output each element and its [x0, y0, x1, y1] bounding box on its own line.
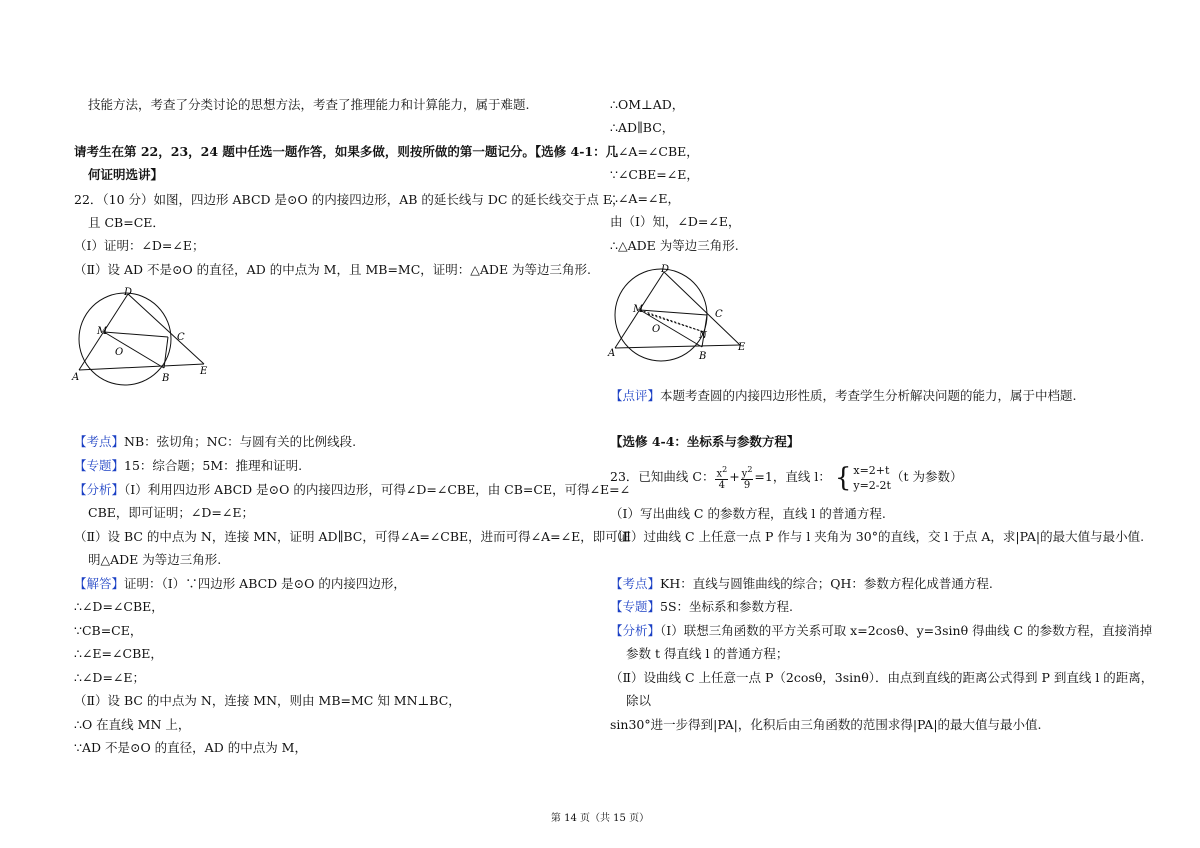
text-line: ∵CB=CE，	[74, 623, 143, 638]
geometry-figure-2	[604, 260, 764, 366]
question-23-part1: （Ⅰ）写出曲线 C 的参数方程，直线 l 的普通方程.	[610, 506, 886, 521]
text-line: 技能方法，考查了分类讨论的思想方法，考查了推理能力和计算能力，属于难题.	[88, 97, 530, 112]
fenxi-text: （Ⅰ）联想三角函数的平方关系可取 x=2cosθ、y=3sinθ 得曲线 C 的参数方程，直接消掉	[660, 623, 1153, 638]
fenxi-text: （Ⅰ）利用四边形 ABCD 是⊙O 的内接四边形，可得∠D=∠CBE，由 CB=CE，可得∠E=∠	[124, 482, 631, 497]
kaodian-tag: 【考点】	[74, 434, 125, 449]
dianping-line	[610, 387, 1077, 405]
section-instruction-cont: 何证明选讲】	[88, 167, 164, 182]
label-d: D	[124, 287, 133, 298]
page-footer: 第 14 页（共 15 页）	[550, 813, 650, 824]
kaodian-tag: 【考点】	[610, 576, 661, 591]
q23-eq: =1，直线 l：	[754, 469, 831, 484]
fraction-x2-over-4: $\frac{x^2}{4}$	[716, 464, 728, 492]
section-44-title: 【选修 4-4：坐标系与参数方程】	[610, 434, 800, 449]
kaodian-text: NB：弦切角；NC：与圆有关的比例线段.	[124, 434, 357, 449]
text-line: （Ⅱ）设曲线 C 上任意一点 P（2cosθ，3sinθ）．由点到直线的距离公式得到 P 到直线 l 的距离，	[610, 670, 1154, 685]
label-e: E	[738, 342, 746, 353]
text-line: CBE，即可证明；∠D=∠E；	[88, 505, 254, 520]
dianping-tag: 【点评】	[610, 388, 661, 403]
label-c: C	[177, 332, 185, 343]
text-line: （Ⅱ）设 BC 的中点为 N，连接 MN，证明 AD∥BC，可得∠A=∠CBE，进而可得∠A=∠E，即可证	[74, 529, 631, 544]
zhuanti-text: 15：综合题；5M：推理和证明.	[124, 458, 303, 473]
text-line: ∵∠CBE=∠E，	[610, 167, 699, 182]
text-line: ∴∠A=∠CBE，	[610, 144, 699, 159]
text-line: ∴∠A=∠E，	[610, 191, 681, 206]
question-22-part1: （Ⅰ）证明：∠D=∠E；	[74, 238, 205, 253]
kaodian-text: KH：直线与圆锥曲线的综合；QH：参数方程化成普通方程.	[660, 576, 993, 591]
label-d: D	[661, 264, 670, 275]
zhuanti-line-2	[610, 598, 793, 616]
zhuanti-line	[74, 457, 302, 475]
text-line: ∴∠D=∠E；	[74, 670, 146, 685]
geometry-figure-1	[66, 284, 226, 390]
label-e: E	[200, 366, 208, 377]
label-b: B	[699, 351, 707, 362]
text-line: ∴△ADE 为等边三角形.	[610, 238, 739, 253]
label-a: A	[608, 348, 616, 359]
zhuanti-tag: 【专题】	[74, 458, 125, 473]
text-line: ∵AD 不是⊙O 的直径，AD 的中点为 M，	[74, 740, 307, 755]
label-c: C	[715, 309, 723, 320]
fenxi-line-2	[610, 622, 1152, 640]
q23-pre: 23．已知曲线 C：	[610, 469, 715, 484]
label-m: M	[97, 326, 108, 337]
section-instruction: 请考生在第 22，23，24 题中任选一题作答，如果多做，则按所做的第一题记分。【选修 4-1：几	[74, 144, 619, 159]
text-line: 明△ADE 为等边三角形.	[88, 552, 222, 567]
text-line: 由（Ⅰ）知，∠D=∠E，	[610, 214, 741, 229]
text-line: ∴OM⊥AD，	[610, 97, 685, 112]
jieda-text: 证明：（Ⅰ）∵四边形 ABCD 是⊙O 的内接四边形，	[124, 576, 406, 591]
text-line: ∴∠E=∠CBE，	[74, 646, 163, 661]
fenxi-tag: 【分析】	[74, 482, 125, 497]
text-line: sin30°进一步得到|PA|，化积后由三角函数的范围求得|PA|的最大值与最小值.	[610, 717, 1042, 732]
kaodian-line	[74, 433, 356, 451]
fraction-y2-over-9: $\frac{y^2}{9}$	[741, 464, 753, 492]
label-o: O	[652, 324, 661, 335]
jieda-line	[74, 575, 406, 593]
fenxi-tag: 【分析】	[610, 623, 661, 638]
label-o: O	[115, 347, 124, 358]
jieda-tag: 【解答】	[74, 576, 125, 591]
text-line: ∴O 在直线 MN 上，	[74, 717, 191, 732]
label-n: N	[699, 331, 707, 341]
text-line: ∴AD∥BC，	[610, 120, 675, 135]
label-a: A	[72, 372, 80, 383]
zhuanti-text: 5S：坐标系和参数方程.	[660, 599, 794, 614]
text-line: ∴∠D=∠CBE，	[74, 599, 164, 614]
dianping-text: 本题考查圆的内接四边形性质，考查学生分析解决问题的能力，属于中档题.	[660, 388, 1077, 403]
label-m: M	[633, 304, 644, 315]
text-line: 除以	[626, 693, 652, 708]
fenxi-line	[74, 481, 630, 499]
kaodian-line-2	[610, 575, 993, 593]
question-23-part2: （Ⅱ）过曲线 C 上任意一点 P 作与 l 夹角为 30°的直线，交 l 于点 A，求|PA|的最大值与最小值.	[610, 529, 1145, 544]
q23-param: （t 为参数）	[890, 469, 963, 484]
text-line: （Ⅱ）设 BC 的中点为 N，连接 MN，则由 MB=MC 知 MN⊥BC，	[74, 693, 461, 708]
text-line: 且 CB=CE．	[88, 215, 165, 230]
text-line: 参数 t 得直线 l 的普通方程；	[626, 646, 789, 661]
question-23: 23．已知曲线 C： $\frac{x^2}{4}$ + $\frac{y^2}{9}$ =1，直线 l： { x=2+t y=2-2t （t 为参数）	[610, 462, 963, 493]
zhuanti-tag: 【专题】	[610, 599, 661, 614]
question-22: 22．（10 分）如图，四边形 ABCD 是⊙O 的内接四边形，AB 的延长线与 DC 的延长线交于点 E，	[74, 192, 625, 207]
line-system: x=2+t y=2-2t	[853, 463, 891, 492]
question-22-part2: （Ⅱ）设 AD 不是⊙O 的直径，AD 的中点为 M，且 MB=MC，证明：△ADE 为等边三角形.	[74, 262, 592, 277]
label-b: B	[162, 373, 170, 384]
